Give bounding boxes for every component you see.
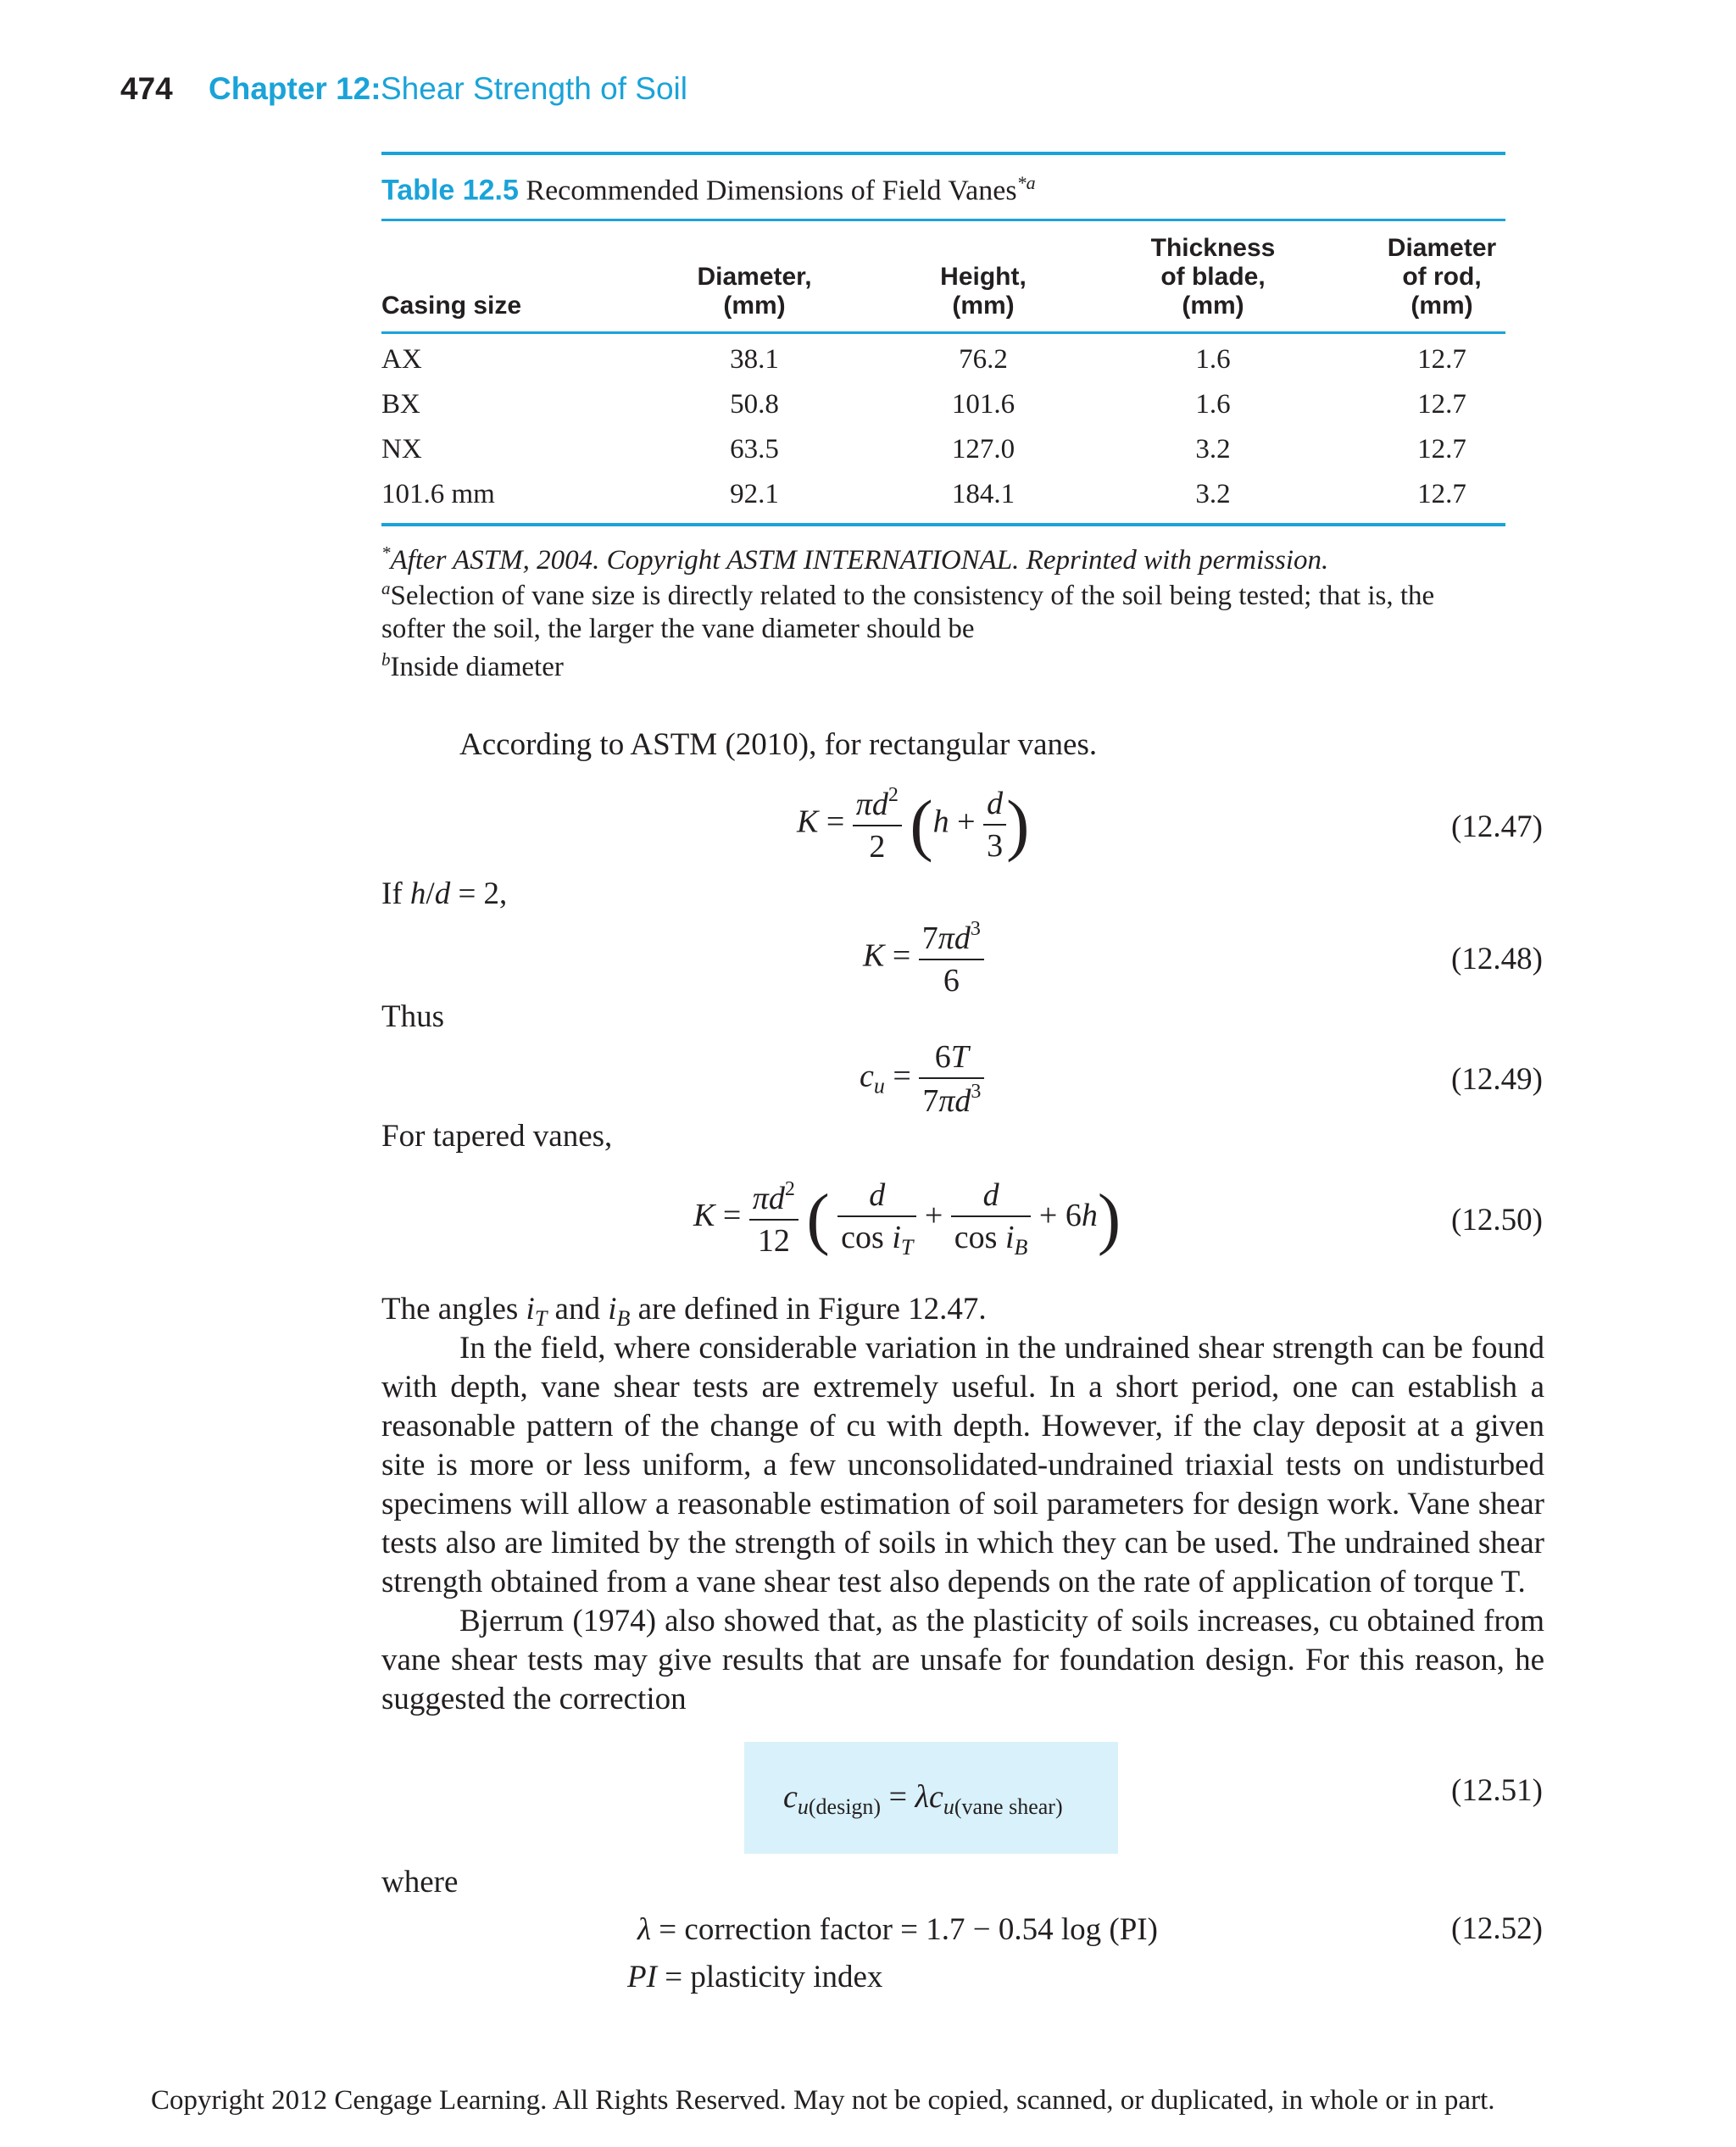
equation-number: (12.51): [1451, 1773, 1543, 1808]
table-note-b: $^b$Inside diameter: [381, 649, 564, 682]
table-cell: 3.2: [1195, 434, 1231, 464]
table-cell: NX: [381, 434, 422, 464]
column-header-thickness: Thickness of blade, (mm): [1150, 234, 1276, 320]
table-label: Table 12.5: [381, 174, 519, 207]
table-cell: 12.7: [1417, 479, 1466, 509]
table-cell: BX: [381, 389, 420, 420]
intro-text: According to ASTM (2010), for rectangular vanes.: [459, 727, 1098, 762]
equation-12-48: K = $\frac{7\pi d^3}{6}$: [863, 918, 984, 999]
table-cell: 184.1: [951, 479, 1015, 509]
chapter-label: Chapter 12:: [209, 71, 381, 106]
table-cell: 12.7: [1417, 344, 1466, 375]
pi-definition: PI = plasticity index: [627, 1960, 883, 1994]
equation-number: (12.47): [1451, 809, 1543, 844]
copyright-footer: Copyright 2012 Cengage Learning. All Rights Reserved. May not be copied, scanned, or duplicated, in whole or in part.: [151, 2085, 1495, 2116]
table-cell: 38.1: [730, 344, 779, 375]
table-cell: 3.2: [1195, 479, 1231, 509]
chapter-title: Shear Strength of Soil: [381, 71, 687, 106]
table-note-a-continued: softer the soil, the larger the vane diameter should be: [381, 614, 975, 644]
thus-text: Thus: [381, 999, 444, 1034]
table-cell: 76.2: [959, 344, 1008, 375]
table-bottom-rule: [381, 523, 1505, 526]
lambda-definition: λ = correction factor = 1.7 − 0.54 log (PI): [637, 1912, 1158, 1947]
equation-12-47: K = $\frac{\pi d^2}{2}$ (h + $\frac{d}{3}$ ): [797, 784, 1030, 865]
table-cell: 63.5: [730, 434, 779, 464]
table-cell: 127.0: [951, 434, 1015, 464]
table-cell: 1.6: [1195, 344, 1231, 375]
equation-12-49: $c_u$ = $\frac{6T}{7\pi d^3}$: [860, 1038, 984, 1120]
equation-number: (12.52): [1451, 1911, 1543, 1946]
table-cell: 101.6 mm: [381, 479, 495, 509]
table-cell: 101.6: [951, 389, 1015, 420]
table-cell: AX: [381, 344, 422, 375]
paragraph-bjerrum-correction: Bjerrum (1974) also showed that, as the plasticity of soils increases, cu obtained from vane shear tests may give results that are unsafe for foundation design. For this reason, he suggested the correction: [381, 1604, 1544, 1716]
table-cell: 12.7: [1417, 389, 1466, 420]
equation-12-51: $c_{u(design)} = \lambda c_{u(vane shear)}$: [783, 1779, 1063, 1819]
equation-number: (12.49): [1451, 1062, 1543, 1097]
page-number: 474: [120, 71, 173, 106]
table-cell: 12.7: [1417, 434, 1466, 464]
table-cell: 92.1: [730, 479, 779, 509]
equation-12-50: K = $\frac{\pi d^2}{12}$ ( $\frac{d}{\cos i_T}$ + $\frac{d}{\cos i_B}$ + 6h): [693, 1177, 1121, 1260]
equation-number: (12.50): [1451, 1203, 1543, 1238]
table-note-source: *After ASTM, 2004. Copyright ASTM INTERNATIONAL. Reprinted with permission.: [381, 542, 1329, 576]
table-header-top-rule: [381, 219, 1505, 221]
table-note-a: $^a$Selection of vane size is directly related to the consistency of the soil being tested; that is, the: [381, 578, 1435, 611]
column-header-casing-size: Casing size: [381, 292, 522, 320]
table-header-bottom-rule: [381, 331, 1505, 334]
table-top-rule: [381, 152, 1505, 155]
angles-text: The angles $i_T$ and $i_B$ are defined in Figure 12.47.: [381, 1292, 987, 1331]
table-caption: [381, 172, 1036, 207]
table-caption-footnote-marks: *a: [1016, 172, 1036, 193]
equation-number: (12.48): [1451, 942, 1543, 976]
if-condition-text: If h/d = 2,: [381, 876, 508, 911]
where-text: where: [381, 1865, 459, 1899]
table-cell: 1.6: [1195, 389, 1231, 420]
column-header-height: Height, (mm): [940, 263, 1027, 320]
tapered-vanes-text: For tapered vanes,: [381, 1119, 613, 1154]
column-header-rod-diameter: Diameter of rod, (mm): [1387, 234, 1497, 320]
table-cell: 50.8: [730, 389, 779, 420]
table-caption-text: Recommended Dimensions of Field Vanes: [526, 175, 1017, 207]
column-header-diameter: Diameter, (mm): [697, 263, 812, 320]
paragraph-vane-shear-usefulness: In the field, where considerable variation in the undrained shear strength can be found with depth, vane shear tests are extremely useful. In a short period, one can establish a reasonable pattern of the change of cu with depth. However, if the clay deposit at a given site is more or less uniform, a few unconsolidated-undrained triaxial tests on undisturbed specimens will allow a reasonable estimation of soil parameters for design work. Vane shear tests also are limited by the strength of soils in which they can be used. The undrained shear strength obtained from a vane shear test also depends on the rate of application of torque T.: [381, 1331, 1544, 1599]
